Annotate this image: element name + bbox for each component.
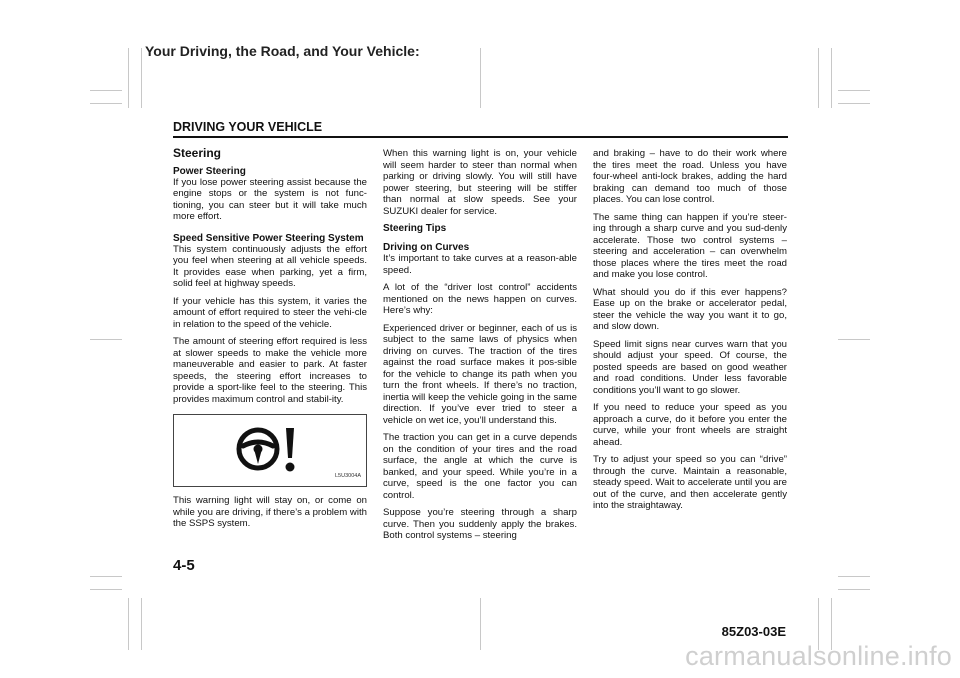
column-3 — [593, 148, 787, 518]
steering-wheel-warning-icon — [234, 423, 306, 479]
crop-mark — [128, 598, 129, 650]
paragraph: What should you do if this ever happens? Ease up on the brake or accelerator pedal, steer the vehicle the way you want it to go, and slow down. — [593, 286, 787, 332]
paragraph: If you need to reduce your speed as you approach a curve, do it before you enter the curve, while your front wheels are straight ahead. — [593, 402, 787, 448]
running-head: Your Driving, the Road, and Your Vehicle: — [145, 43, 420, 59]
crop-mark — [838, 339, 870, 340]
paragraph: A lot of the “driver lost control” accidents mentioned on the news happen on curves. Here’s why: — [383, 282, 577, 316]
crop-mark — [838, 90, 870, 91]
paragraph: Try to adjust your speed so you can “drive” through the curve. Maintain a reasonable, steady speed. Wait to accelerate until you are out of the curve, and then accelerate gently into the straightaway. — [593, 454, 787, 511]
paragraph: This warning light will stay on, or come on while you are driving, if there’s a problem with the SSPS system. — [173, 495, 367, 529]
paragraph: It’s important to take curves at a reason-able speed. — [383, 253, 577, 276]
column-1 — [173, 148, 367, 536]
crop-mark — [90, 576, 122, 577]
header-rule — [173, 136, 788, 138]
crop-mark — [838, 576, 870, 577]
crop-mark — [90, 90, 122, 91]
crop-mark — [838, 589, 870, 590]
document-code: 85Z03-03E — [721, 624, 786, 639]
subheading-steering-tips: Steering Tips — [383, 223, 447, 234]
crop-mark — [90, 103, 122, 104]
paragraph: Speed limit signs near curves warn that you should adjust your speed. Of course, the posted speeds are based on good weather and road conditions. Under less favorable conditions you’ll want to go slower. — [593, 338, 787, 396]
paragraph: If you lose power steering assist because the engine stops or the system is not func-tioning, you can steer but it will take much more effort. — [173, 176, 367, 222]
crop-mark — [90, 589, 122, 590]
paragraph: This system continuously adjusts the effort you feel when steering at all vehicle speeds. It provides ease when parking, yet a firm, solid feel at highway speeds. — [173, 243, 367, 289]
paragraph: Experienced driver or beginner, each of us is subject to the same laws of physics when driving on curves. The traction of the tires against the road surface makes it pos-sible for the vehicle to change its path when you turn the front wheels. If there’s no traction, inertia will keep the vehicle going in the same direction. If you’ve ever tried to steer a vehicle on wet ice, you’ll understand this. — [383, 322, 577, 426]
crop-mark — [141, 48, 142, 108]
crop-mark — [141, 598, 142, 650]
paragraph: The same thing can happen if you’re steer-ing through a sharp curve and you sud-denly accelerate. Those two control systems – steering and acceleration – can overwhelm those places where the tires meet the road and make you lose control. — [593, 211, 787, 280]
paragraph: and braking – have to do their work where the tires meet the road. Unless you have four-wheel anti-lock brakes, adding the hard braking can demand too much of those places. You can lose control. — [593, 148, 787, 205]
column-2 — [383, 148, 577, 548]
heading-steering: Steering — [173, 146, 222, 160]
crop-mark — [480, 598, 481, 650]
subheading-ssps: Speed Sensitive Power Steering System — [173, 232, 364, 244]
crop-mark — [831, 48, 832, 108]
crop-mark — [128, 48, 129, 108]
section-title: DRIVING YOUR VEHICLE — [173, 120, 323, 134]
figure-code: L5U3004A — [335, 472, 361, 479]
watermark: carmanualsonline.info — [685, 641, 952, 671]
paragraph: The amount of steering effort required is less at slower speeds to make the vehicle more maneuverable and easier to park. At faster speeds, the steering effort increases to provide a sport-like feel to the steering. This provides maximum control and stabil-ity. — [173, 336, 367, 405]
subheading-driving-on-curves: Driving on Curves — [383, 242, 470, 253]
crop-mark — [480, 48, 481, 108]
paragraph: When this warning light is on, your vehicle will seem harder to steer than normal when parking or driving slowly. You will still have power steering, but steering will be stiffer than normal at slow speeds. See your SUZUKI dealer for service. — [383, 148, 577, 217]
paragraph: If your vehicle has this system, it varies the amount of effort required to steer the vehi-cle in relation to the speed of the vehicle. — [173, 295, 367, 330]
subheading-power-steering: Power Steering — [173, 165, 246, 177]
crop-mark — [838, 103, 870, 104]
crop-mark — [90, 339, 122, 340]
warning-light-figure — [173, 414, 367, 487]
paragraph: The traction you can get in a curve depends on the condition of your tires and the road surface, the angle at which the curve is banked, and your speed. While you’re in a curve, speed is the one factor you can control. — [383, 432, 577, 501]
crop-mark — [818, 48, 819, 108]
paragraph: Suppose you’re steering through a sharp curve. Then you suddenly apply the brakes. Both control systems – steering — [383, 507, 577, 541]
page-number: 4-5 — [173, 557, 195, 574]
